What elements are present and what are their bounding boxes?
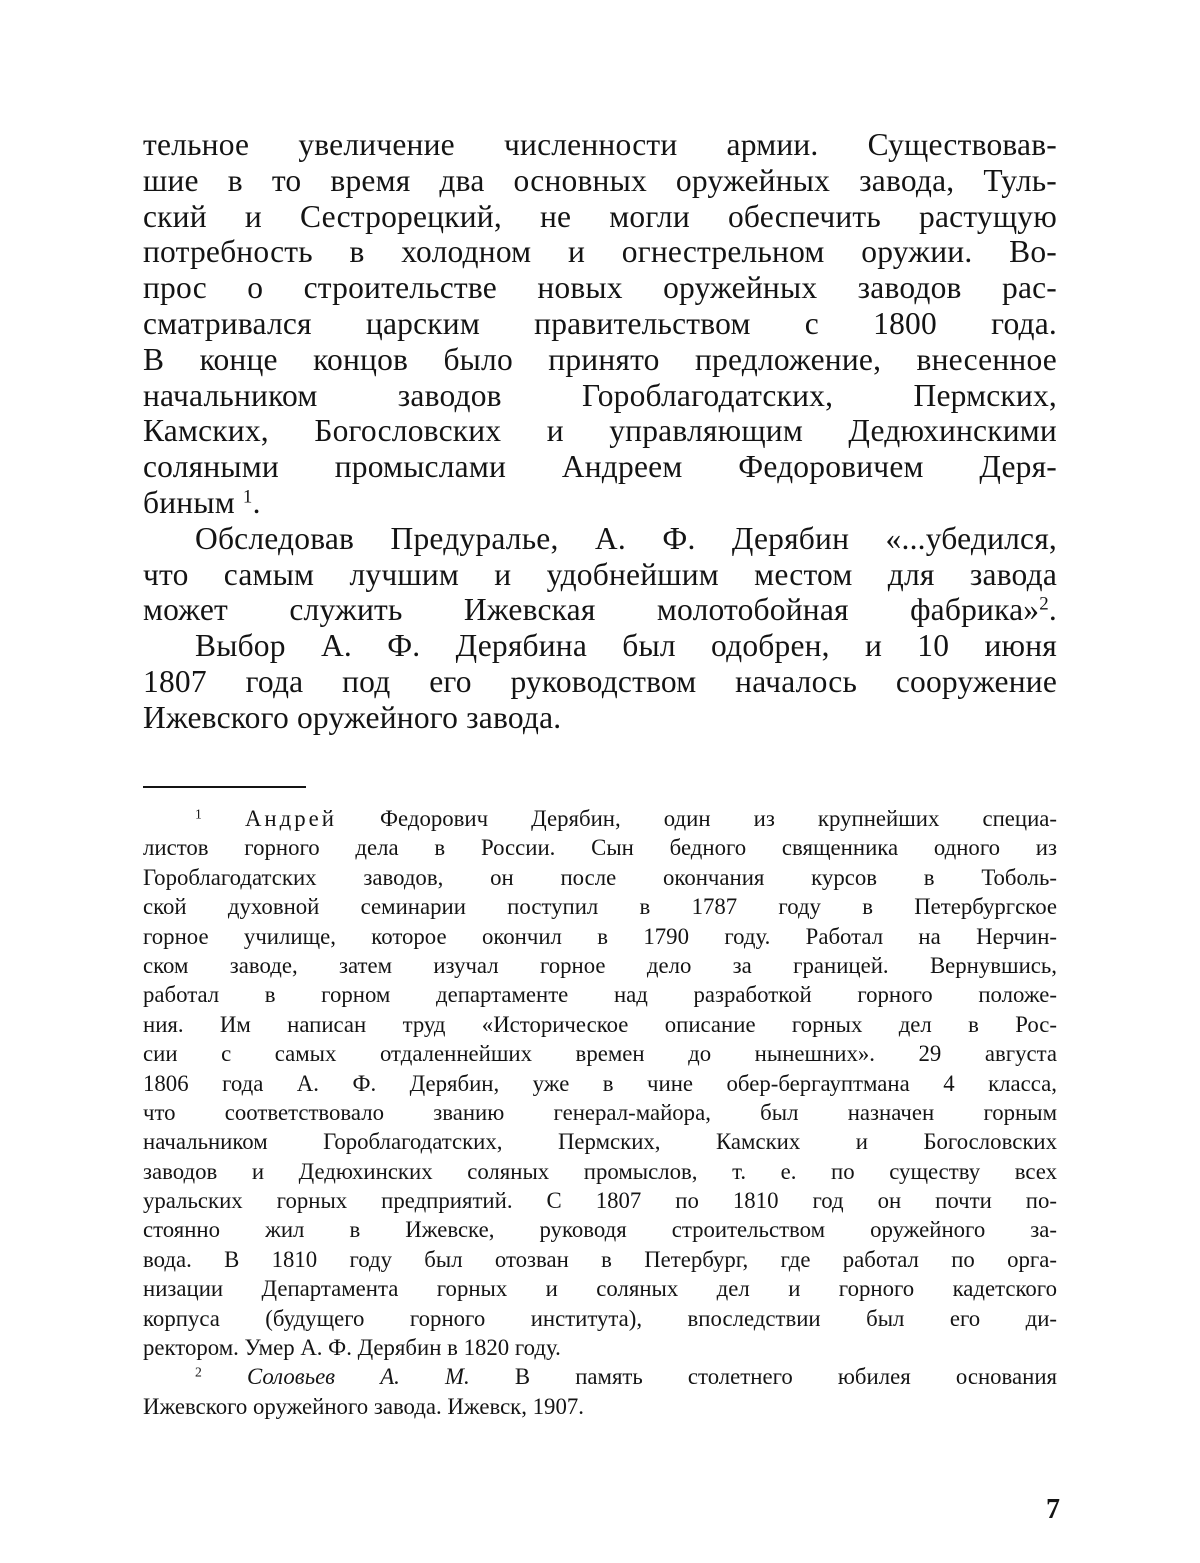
text-line: что самым лучшим и удобнейшим местом для завода (143, 556, 1057, 592)
footnote-divider (143, 786, 306, 788)
text-line: Обследовав Предуралье, А. Ф. Дерябин «...убедился, (195, 520, 1057, 556)
footnote-line: стоянно жил в Ижевске, руководя строительством оружейного за- (143, 1217, 1057, 1243)
main-text (143, 127, 1057, 736)
footnote-line (143, 804, 1057, 833)
footnote-line: вода. В 1810 году был отозван в Петербург, где работал по орга- (143, 1246, 1057, 1272)
footnote-line: Гороблагодатских заводов, он после окончания курсов в Тоболь- (143, 864, 1057, 890)
text-line: начальником заводов Гороблагодатских, Пермских, (143, 377, 1057, 413)
text-line: соляными промыслами Андреем Федоровичем Деря- (143, 449, 1057, 485)
text-line (143, 592, 1057, 628)
footnote-line (143, 1362, 1057, 1391)
text-fragment: . (1048, 592, 1057, 628)
footnote-line: низации Департамента горных и соляных дел и горного кадетского (143, 1276, 1057, 1302)
footnote-mark-2: 2 (195, 1364, 202, 1380)
text-line: сматривался царским правительством с 1800 года. (143, 305, 1057, 341)
footnote-line: заводов и Дедюхинских соляных промыслов, т. е. по существу всех (143, 1158, 1057, 1184)
footnotes (143, 804, 1057, 1421)
text-fragment: В память столетнего юбилея основания (514, 1364, 1058, 1390)
footnote-line: корпуса (будущего горного института), впоследствии был его ди- (143, 1305, 1057, 1331)
text-line (143, 485, 1057, 521)
text-line: Камских, Богословских и управляющим Дедюхинскими (143, 413, 1057, 449)
footnote-line: 1806 года А. Ф. Дерябин, уже в чине обер-бергауптмана 4 класса, (143, 1070, 1057, 1096)
footnote-line: листов горного дела в России. Сын бедного священника одного из (143, 835, 1057, 861)
footnote-line: ском заводе, затем изучал горное дело за границей. Вернувшись, (143, 952, 1057, 978)
text-line: Ижевского оружейного завода. (143, 699, 562, 735)
text-line: 1807 года под его руководством началось сооружение (143, 663, 1057, 699)
footnote-line: начальником Гороблагодатских, Пермских, Камских и Богословских (143, 1129, 1057, 1155)
text-fragment: Федорович Дерябин, один из крупнейших специа- (380, 806, 1058, 831)
text-line: ский и Сестрорецкий, не могли обеспечить растущую (143, 198, 1057, 234)
page-number: 7 (1046, 1494, 1060, 1525)
text-line: шие в то время два основных оружейных завода, Туль- (143, 162, 1057, 198)
footnote-ref-2: 2 (1039, 593, 1049, 615)
footnote-line: сии с самых отдаленнейших времен до нынешних». 29 августа (143, 1041, 1057, 1067)
footnote-line: уральских горных предприятий. С 1807 по 1810 год он почти по- (143, 1188, 1057, 1214)
text-line: тельное увеличение численности армии. Существовав- (143, 127, 1057, 162)
footnote-line: ской духовной семинарии поступил в 1787 году в Петербургское (143, 894, 1057, 920)
footnote-line: ния. Им написан труд «Историческое описание горных дел в Рос- (143, 1011, 1057, 1037)
footnote-line: горное училище, которое окончил в 1790 году. Работал на Нерчин- (143, 923, 1057, 949)
spaced-name: Андрей (244, 806, 337, 831)
footnote-line: Ижевского оружейного завода. Ижевск, 1907. (143, 1393, 584, 1419)
text-fragment: . (252, 484, 261, 520)
text-fragment: может служить Ижевская молотобойная фабрика» (143, 592, 1040, 628)
footnote-line: ректором. Умер А. Ф. Дерябин в 1820 году. (143, 1335, 561, 1361)
text-line: потребность в холодном и огнестрельном оружии. Во- (143, 234, 1057, 270)
footnote-author: Соловьев А. М. (246, 1364, 470, 1390)
text-fragment: биным (143, 484, 235, 520)
footnote-line: что соответствовало званию генерал-майора, был назначен горным (143, 1099, 1057, 1125)
footnote-mark-1: 1 (195, 806, 202, 822)
footnote-line: работал в горном департаменте над разработкой горного положе- (143, 982, 1057, 1008)
footnote-ref-1: 1 (242, 486, 253, 508)
text-line: В конце концов было принято предложение, внесенное (143, 341, 1057, 377)
text-line: прос о строительстве новых оружейных заводов рас- (143, 270, 1057, 306)
text-line: Выбор А. Ф. Дерябина был одобрен, и 10 июня (195, 628, 1057, 664)
